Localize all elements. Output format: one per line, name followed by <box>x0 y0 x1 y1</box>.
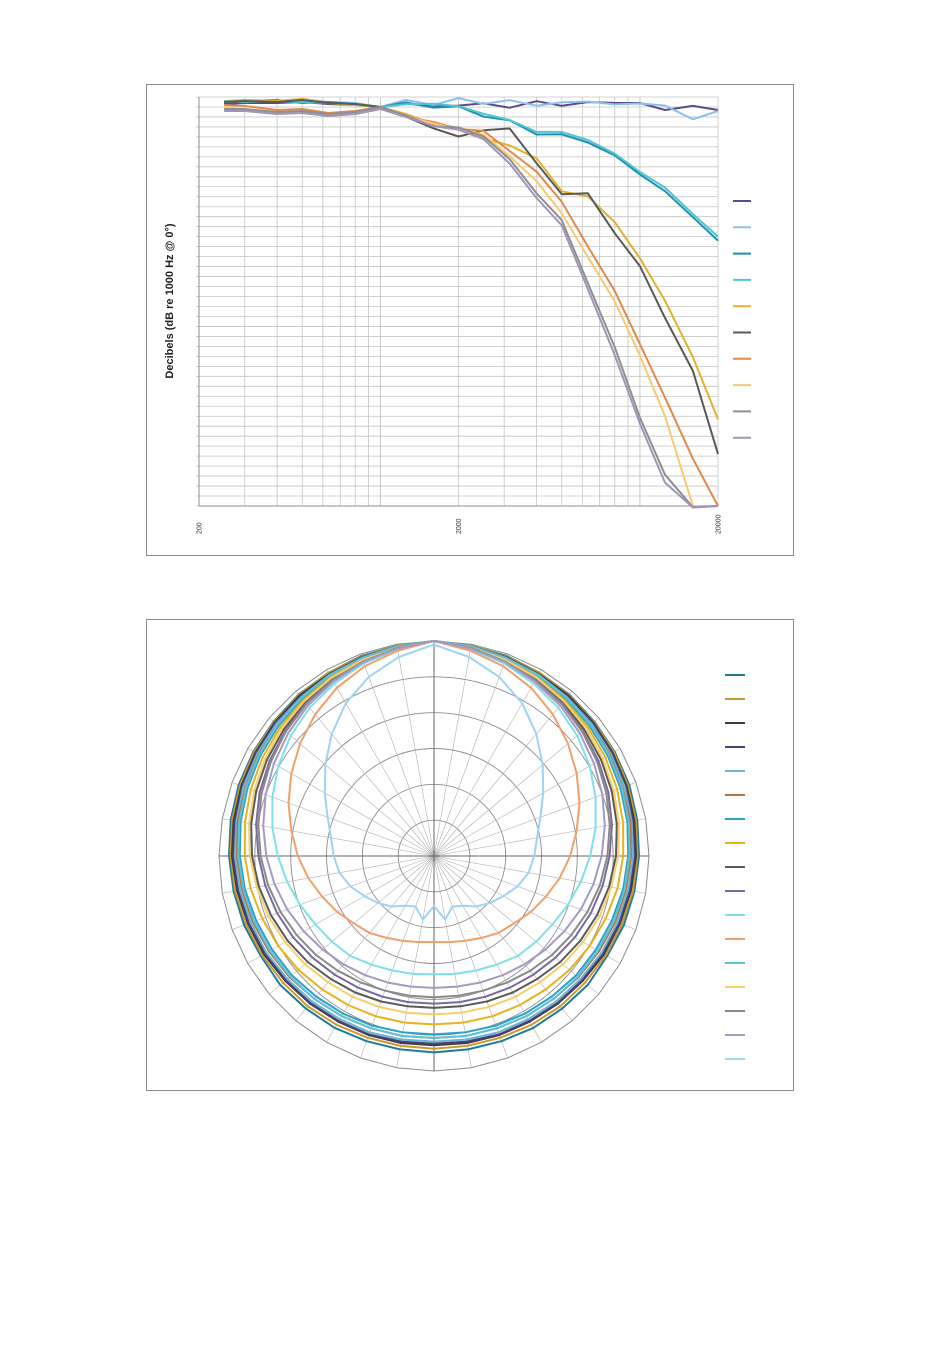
grid <box>196 97 718 506</box>
x-tick-label: 2000 <box>456 518 463 534</box>
polar-spoke <box>434 654 508 856</box>
x-tick-label: 20000 <box>715 514 723 534</box>
x-tick-label: 200 <box>196 522 204 534</box>
polar-legend <box>725 675 745 1059</box>
legend <box>733 201 751 438</box>
frequency-response-plot <box>147 85 793 555</box>
series-line-6 <box>224 100 718 454</box>
series-line-3 <box>224 100 718 241</box>
polar-grid <box>219 641 649 1071</box>
polar-spoke <box>360 654 434 856</box>
series-line-10 <box>224 109 718 508</box>
polar-directivity-chart <box>146 619 794 1091</box>
frequency-response-chart <box>146 84 794 556</box>
polar-directivity-plot <box>147 620 793 1090</box>
y-axis-label: Decibels (dB re 1000 Hz @ 0°) <box>164 223 176 379</box>
